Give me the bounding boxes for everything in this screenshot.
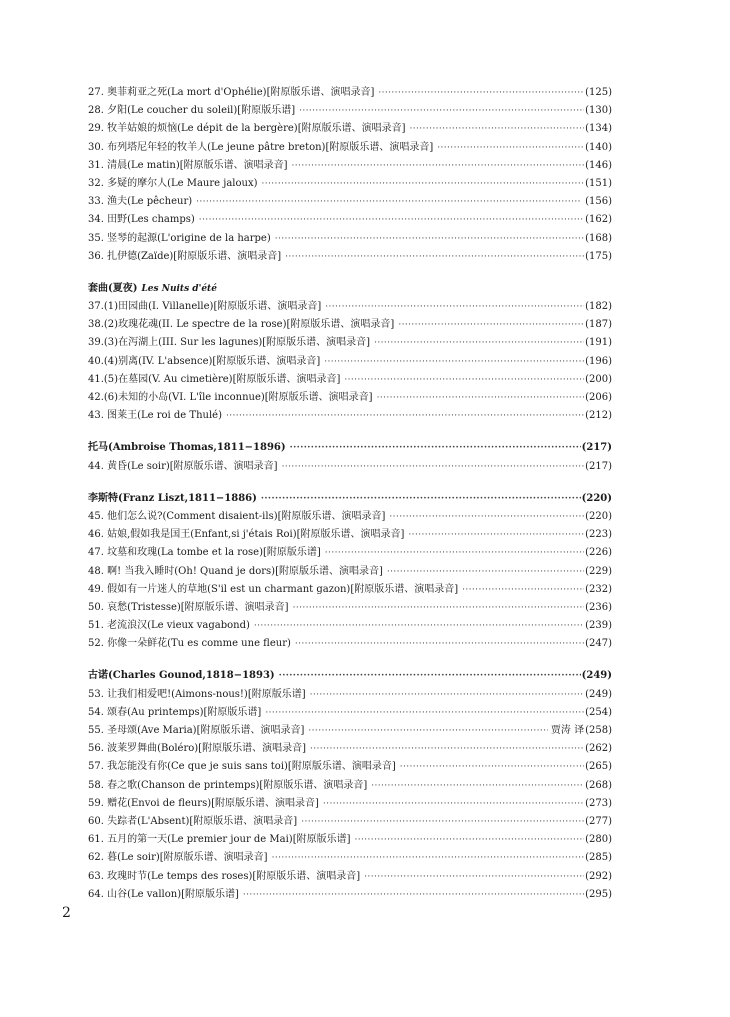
leader-dots: [344, 371, 584, 389]
toc-entry-title: 44. 黄昏(Le soir)[附原版乐谱、演唱录音]: [88, 460, 278, 472]
toc-entry-page: (292): [585, 870, 612, 882]
toc-entry-page: (220): [585, 510, 612, 522]
toc-entry[interactable]: [88, 157, 612, 175]
toc-entry[interactable]: [88, 581, 612, 599]
toc-entry-page: (212): [585, 410, 612, 422]
leader-dots: [400, 758, 584, 776]
toc-entry-page: (258): [585, 725, 612, 736]
leader-dots: [196, 193, 584, 211]
toc-entry-title: 58. 春之歌(Chanson de printemps)[附原版乐谱、演唱录音]: [88, 779, 368, 791]
toc-entry[interactable]: [88, 813, 612, 831]
toc-entry[interactable]: [88, 526, 612, 544]
toc-entry-title: 47. 坟墓和玫瑰(La tombe et la rose)[附原版乐谱]: [88, 547, 321, 559]
toc-entry-title: 54. 颂春(Au printemps)[附原版乐谱]: [88, 706, 262, 718]
toc-entry-title: 55. 圣母颂(Ave Maria)[附原版乐谱、演唱录音]: [88, 725, 305, 736]
toc-entry[interactable]: [88, 722, 612, 740]
toc-entry[interactable]: [88, 298, 612, 316]
toc-entry[interactable]: [88, 353, 612, 371]
toc-group: [88, 280, 612, 426]
toc-entry[interactable]: [88, 508, 612, 526]
toc-entry-title: 28. 夕阳(Le coucher du soleil)[附原版乐谱]: [88, 105, 296, 117]
toc-entry-title: 61. 五月的第一天(Le premier jour de Mai)[附原版乐谱]: [88, 834, 351, 846]
toc-entry-page: (232): [585, 583, 612, 595]
section-page-number: (220): [581, 492, 612, 504]
leader-dots: [437, 139, 584, 157]
leader-dots: [387, 563, 584, 581]
toc-entry-title: 33. 渔夫(Le pêcheur): [88, 196, 193, 208]
toc-entry[interactable]: [88, 316, 612, 334]
toc-entry-title: 59. 赠花(Envoi de fleurs)[附原版乐谱、演唱录音]: [88, 797, 319, 809]
leader-dots: [293, 599, 585, 617]
toc-entry[interactable]: [88, 84, 612, 102]
toc-entry-page: (168): [585, 232, 612, 244]
leader-dots: [295, 635, 584, 653]
toc-entry[interactable]: [88, 139, 612, 157]
toc-entry[interactable]: [88, 686, 612, 704]
toc-entry-page: (295): [585, 888, 612, 900]
toc-entry-page: (162): [585, 214, 612, 226]
section-page-number: (249): [581, 670, 612, 682]
toc-entry-page: (146): [585, 159, 612, 171]
toc-entry-page: (182): [585, 301, 612, 313]
toc-entry-page: (217): [585, 460, 612, 472]
section-heading[interactable]: [88, 280, 612, 298]
leader-dots: [378, 84, 584, 102]
leader-dots: [308, 722, 548, 740]
toc-entry-title: 60. 失踪者(L'Absent)[附原版乐谱、演唱录音]: [88, 815, 298, 827]
toc-entry-title: 48. 啊! 当我入睡时(Oh! Quand je dors)[附原版乐谱、演唱录音]: [88, 565, 383, 577]
toc-entry-translator: 贾涛 译: [550, 725, 585, 736]
toc-entry[interactable]: [88, 230, 612, 248]
section-heading[interactable]: [88, 490, 612, 508]
toc-entry[interactable]: [88, 704, 612, 722]
toc-entry-page: (130): [585, 105, 612, 117]
toc-entry-title: 35. 竖琴的起源(L'origine de la harpe): [88, 232, 271, 244]
toc-entry-title: 37.(1)田园曲(I. Villanelle)[附原版乐谱、演唱录音]: [88, 301, 322, 313]
toc-entry-page: (206): [585, 392, 612, 403]
toc-group: [88, 667, 612, 903]
toc-entry-page: (247): [585, 638, 612, 650]
toc-entry-page: (125): [585, 87, 612, 98]
section-page-number: (217): [581, 442, 612, 454]
section-heading-title: 古诺(Charles Gounod,1818−1893): [88, 670, 275, 682]
toc-entry[interactable]: [88, 120, 612, 138]
toc-entry-title: 42.(6)未知的小岛(VI. L'île inconnue)[附原版乐谱、演唱录音]: [88, 392, 373, 403]
toc-entry-title: 30. 布列塔尼年轻的牧羊人(Le jeune pâtre breton)[附原版乐谱、演唱录音]: [88, 141, 434, 153]
toc-entry-title: 39.(3)在泻湖上(III. Sur les lagunes)[附原版乐谱、演唱录音]: [88, 337, 371, 349]
toc-entry-title: 27. 奥菲莉亚之死(La mort d'Ophélie)[附原版乐谱、演唱录音]: [88, 87, 375, 98]
toc-entry[interactable]: [88, 795, 612, 813]
toc-entry-title: 49. 假如有一片迷人的草地(S'il est un charmant gazon)[附原版乐谱、演唱录音]: [88, 583, 459, 595]
section-heading[interactable]: [88, 439, 612, 457]
toc-entry[interactable]: [88, 407, 612, 425]
toc-entry-page: (262): [585, 743, 612, 755]
toc-entry[interactable]: [88, 211, 612, 229]
leader-dots: [408, 526, 584, 544]
leader-dots: [262, 175, 585, 193]
toc-entry-title: 46. 姑娘,假如我是国王(Enfant,si j'étais Roi)[附原版乐谱、演唱录音]: [88, 529, 405, 541]
toc-entry-page: (200): [585, 373, 612, 385]
leader-dots: [310, 686, 584, 704]
toc-entry-page: (229): [585, 565, 612, 577]
toc-entry-page: (285): [585, 852, 612, 864]
toc-entry-page: (254): [585, 706, 612, 718]
section-heading-title: 托马(Ambroise Thomas,1811−1896): [88, 442, 286, 454]
section-heading-subtitle: Les Nuits d'été: [141, 283, 217, 294]
toc-entry[interactable]: [88, 175, 612, 193]
toc-entry-page: (239): [585, 620, 612, 632]
toc-entry[interactable]: [88, 617, 612, 635]
leader-dots: [371, 777, 584, 795]
toc-entry-page: (134): [585, 123, 612, 135]
leader-dots: [324, 353, 584, 371]
toc-entry[interactable]: [88, 849, 612, 867]
toc-entry-title: 51. 老流浪汉(Le vieux vagabond): [88, 620, 250, 632]
toc-entry-title: 53. 让我们相爱吧!(Aimons-nous!)[附原版乐谱]: [88, 688, 306, 700]
section-heading-title: 李斯特(Franz Liszt,1811−1886): [88, 492, 257, 504]
toc-entry[interactable]: [88, 868, 612, 886]
page-number: 2: [62, 905, 71, 921]
toc-group: [88, 439, 612, 475]
toc-entry[interactable]: [88, 758, 612, 776]
leader-dots: [410, 120, 585, 138]
leader-dots: [290, 439, 581, 457]
toc-entry-title: 43. 图莱王(Le roi de Thulé): [88, 410, 222, 422]
toc-entry-title: 32. 多疑的摩尔人(Le Maure jaloux): [88, 177, 258, 189]
toc-entry-title: 40.(4)别离(IV. L'absence)[附原版乐谱、演唱录音]: [88, 355, 321, 367]
leader-dots: [323, 795, 584, 813]
toc-entry[interactable]: [88, 886, 612, 904]
toc-group: [88, 84, 612, 266]
leader-dots: [377, 389, 585, 407]
toc-entry-title: 50. 哀愁(Tristesse)[附原版乐谱、演唱录音]: [88, 601, 289, 613]
toc-entry-page: (196): [585, 355, 612, 367]
toc-entry[interactable]: [88, 389, 612, 407]
section-heading-title: 套曲(夏夜): [88, 282, 138, 294]
leader-dots: [261, 490, 581, 508]
toc-entry-title: 62. 暮(Le soir)[附原版乐谱、演唱录音]: [88, 852, 268, 864]
toc-entry[interactable]: [88, 248, 612, 266]
toc-entry-title: 63. 玫瑰时节(Le temps des roses)[附原版乐谱、演唱录音]: [88, 870, 361, 882]
leader-dots: [374, 334, 584, 352]
toc-entry-page: (273): [585, 797, 612, 809]
toc-entry-page: (226): [585, 547, 612, 559]
toc-entry-page: (236): [585, 601, 612, 613]
toc-entry-title: 52. 你像一朵鲜花(Tu es comme une fleur): [88, 638, 291, 650]
toc-entry-page: (151): [585, 177, 612, 189]
toc-entry-title: 56. 波莱罗舞曲(Boléro)[附原版乐谱、演唱录音]: [88, 743, 306, 755]
toc-entry-page: (268): [585, 779, 612, 791]
toc-entry-title: 41.(5)在墓园(V. Au cimetière)[附原版乐谱、演唱录音]: [88, 373, 341, 385]
toc-entry-page: (140): [585, 141, 612, 153]
toc-entry-page: (191): [585, 337, 612, 349]
toc-entry-title: 29. 牧羊姑娘的烦恼(Le dépit de la bergère)[附原版乐谱、演唱录音]: [88, 123, 406, 135]
toc-entry-title: 57. 我怎能没有你(Ce que je suis sans toi)[附原版乐谱、演唱录音]: [88, 761, 396, 773]
leader-dots: [243, 886, 584, 904]
leader-dots: [272, 849, 585, 867]
leader-dots: [301, 813, 584, 831]
leader-dots: [282, 458, 585, 476]
toc-entry-page: (277): [585, 815, 612, 827]
leader-dots: [325, 298, 584, 316]
toc-entry-page: (175): [585, 250, 612, 262]
toc-entry-title: 36. 扎伊德(Zaïde)[附原版乐谱、演唱录音]: [88, 250, 282, 262]
toc-entry-page: (265): [585, 761, 612, 773]
leader-dots: [462, 581, 584, 599]
toc-entry-title: 38.(2)玫瑰花魂(II. Le spectre de la rose)[附原版乐谱、演唱录音]: [88, 319, 395, 331]
toc-entry-page: (187): [585, 319, 612, 331]
toc-entry[interactable]: [88, 831, 612, 849]
leader-dots: [325, 544, 584, 562]
toc-entry-title: 34. 田野(Les champs): [88, 214, 195, 226]
toc-entry[interactable]: [88, 740, 612, 758]
leader-dots: [310, 740, 584, 758]
toc-entry[interactable]: [88, 544, 612, 562]
toc-entry-page: (223): [585, 529, 612, 541]
leader-dots: [199, 211, 584, 229]
table-of-contents: [88, 84, 612, 904]
toc-group: [88, 490, 612, 654]
leader-dots: [226, 407, 584, 425]
toc-entry[interactable]: [88, 458, 612, 476]
toc-entry-page: (280): [585, 834, 612, 846]
leader-dots: [285, 248, 584, 266]
toc-entry[interactable]: [88, 563, 612, 581]
toc-entry-page: (249): [585, 688, 612, 700]
leader-dots: [279, 667, 581, 685]
toc-entry[interactable]: [88, 599, 612, 617]
toc-entry-title: 64. 山谷(Le vallon)[附原版乐谱]: [88, 888, 239, 900]
toc-entry[interactable]: [88, 334, 612, 352]
toc-entry[interactable]: [88, 371, 612, 389]
leader-dots: [398, 316, 584, 334]
toc-entry[interactable]: [88, 102, 612, 120]
toc-entry[interactable]: [88, 635, 612, 653]
toc-entry-page: (156): [585, 196, 612, 208]
section-heading[interactable]: [88, 667, 612, 685]
toc-entry-title: 31. 清晨(Le matin)[附原版乐谱、演唱录音]: [88, 159, 288, 171]
leader-dots: [292, 157, 585, 175]
leader-dots: [389, 508, 584, 526]
leader-dots: [254, 617, 584, 635]
toc-entry[interactable]: [88, 777, 612, 795]
leader-dots: [364, 868, 584, 886]
toc-entry-title: 45. 他们怎么说?(Comment disaient-ils)[附原版乐谱、演唱录音]: [88, 510, 386, 522]
leader-dots: [265, 704, 584, 722]
leader-dots: [275, 230, 584, 248]
leader-dots: [355, 831, 585, 849]
toc-entry[interactable]: [88, 193, 612, 211]
leader-dots: [299, 102, 584, 120]
